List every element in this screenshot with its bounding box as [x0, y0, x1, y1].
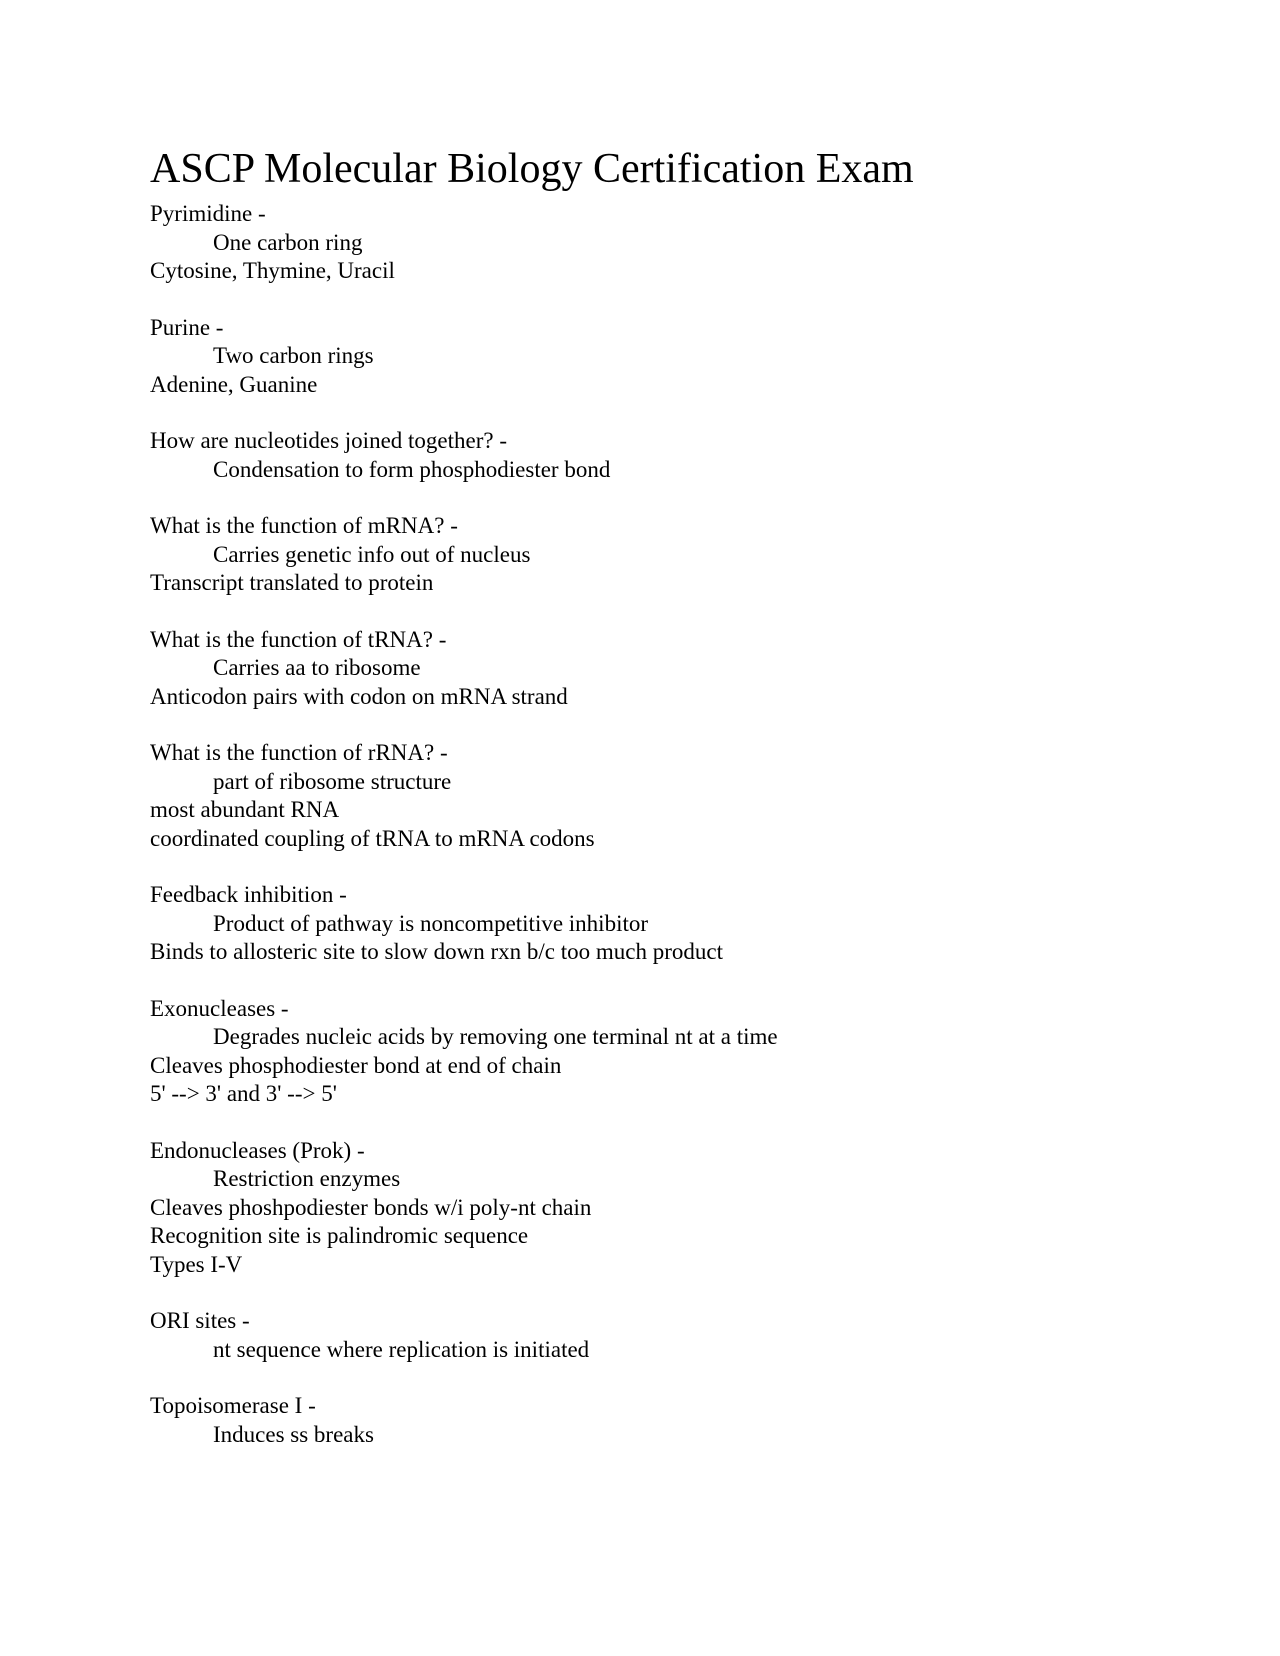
entry-detail: coordinated coupling of tRNA to mRNA codons — [150, 825, 595, 851]
entry-detail: Recognition site is palindromic sequence — [150, 1223, 529, 1248]
entry-detail: Types I-V — [150, 1251, 243, 1277]
entry-term: Purine - — [150, 314, 224, 340]
entry-definition: Degrades nucleic acids by removing one terminal nt at a time — [213, 1024, 778, 1049]
entry-term: ORI sites - — [150, 1308, 250, 1333]
entry-detail: Transcript translated to protein — [150, 570, 434, 595]
flashcard-entry — [150, 512, 1150, 598]
entry-term: What is the function of mRNA? - — [150, 513, 458, 538]
entry-term: Pyrimidine - — [150, 201, 266, 226]
entry-detail: Cleaves phosphodiester bond at end of chain — [150, 1052, 562, 1078]
entry-detail: Anticodon pairs with codon on mRNA strand — [150, 683, 568, 709]
entry-definition: nt sequence where replication is initiated — [213, 1336, 590, 1362]
document-page — [150, 148, 1150, 1477]
entry-definition: part of ribosome structure — [213, 768, 452, 794]
flashcard-entry — [150, 1137, 1150, 1280]
entry-definition: Carries aa to ribosome — [213, 655, 421, 680]
entry-term: Topoisomerase I - — [150, 1393, 316, 1418]
entry-definition: Restriction enzymes — [213, 1166, 401, 1191]
entry-definition: Induces ss breaks — [213, 1421, 374, 1447]
flashcard-entry — [150, 314, 1150, 400]
flashcard-entry — [150, 626, 1150, 712]
entry-definition: Condensation to form phosphodiester bond — [213, 456, 611, 482]
entry-term: What is the function of tRNA? - — [150, 626, 447, 652]
flashcard-entry — [150, 427, 1150, 484]
entry-term: What is the function of rRNA? - — [150, 740, 448, 765]
entry-definition: One carbon ring — [213, 229, 363, 255]
page-title: ASCP Molecular Biology Certification Exam — [150, 146, 914, 192]
entry-detail: most abundant RNA — [150, 797, 340, 822]
entry-term: Endonucleases (Prok) - — [150, 1137, 365, 1163]
entry-definition: Carries genetic info out of nucleus — [213, 541, 531, 567]
entry-detail: 5' --> 3' and 3' --> 5' — [150, 1081, 337, 1106]
entry-term: Feedback inhibition - — [150, 882, 347, 907]
entry-detail: Cytosine, Thymine, Uracil — [150, 258, 395, 283]
flashcard-entry — [150, 995, 1150, 1109]
entry-term: How are nucleotides joined together? - — [150, 428, 508, 453]
entry-detail: Adenine, Guanine — [150, 371, 318, 397]
entry-definition: Product of pathway is noncompetitive inhibitor — [213, 910, 649, 936]
flashcard-entry — [150, 200, 1150, 286]
flashcard-entry — [150, 1307, 1150, 1364]
entry-definition: Two carbon rings — [213, 343, 374, 368]
flashcard-entry — [150, 1392, 1150, 1449]
entry-detail: Cleaves phoshpodiester bonds w/i poly-nt chain — [150, 1194, 592, 1220]
entry-detail: Binds to allosteric site to slow down rxn b/c too much product — [150, 939, 724, 964]
flashcard-entry — [150, 739, 1150, 853]
flashcard-entry — [150, 881, 1150, 967]
entry-term: Exonucleases - — [150, 995, 289, 1021]
